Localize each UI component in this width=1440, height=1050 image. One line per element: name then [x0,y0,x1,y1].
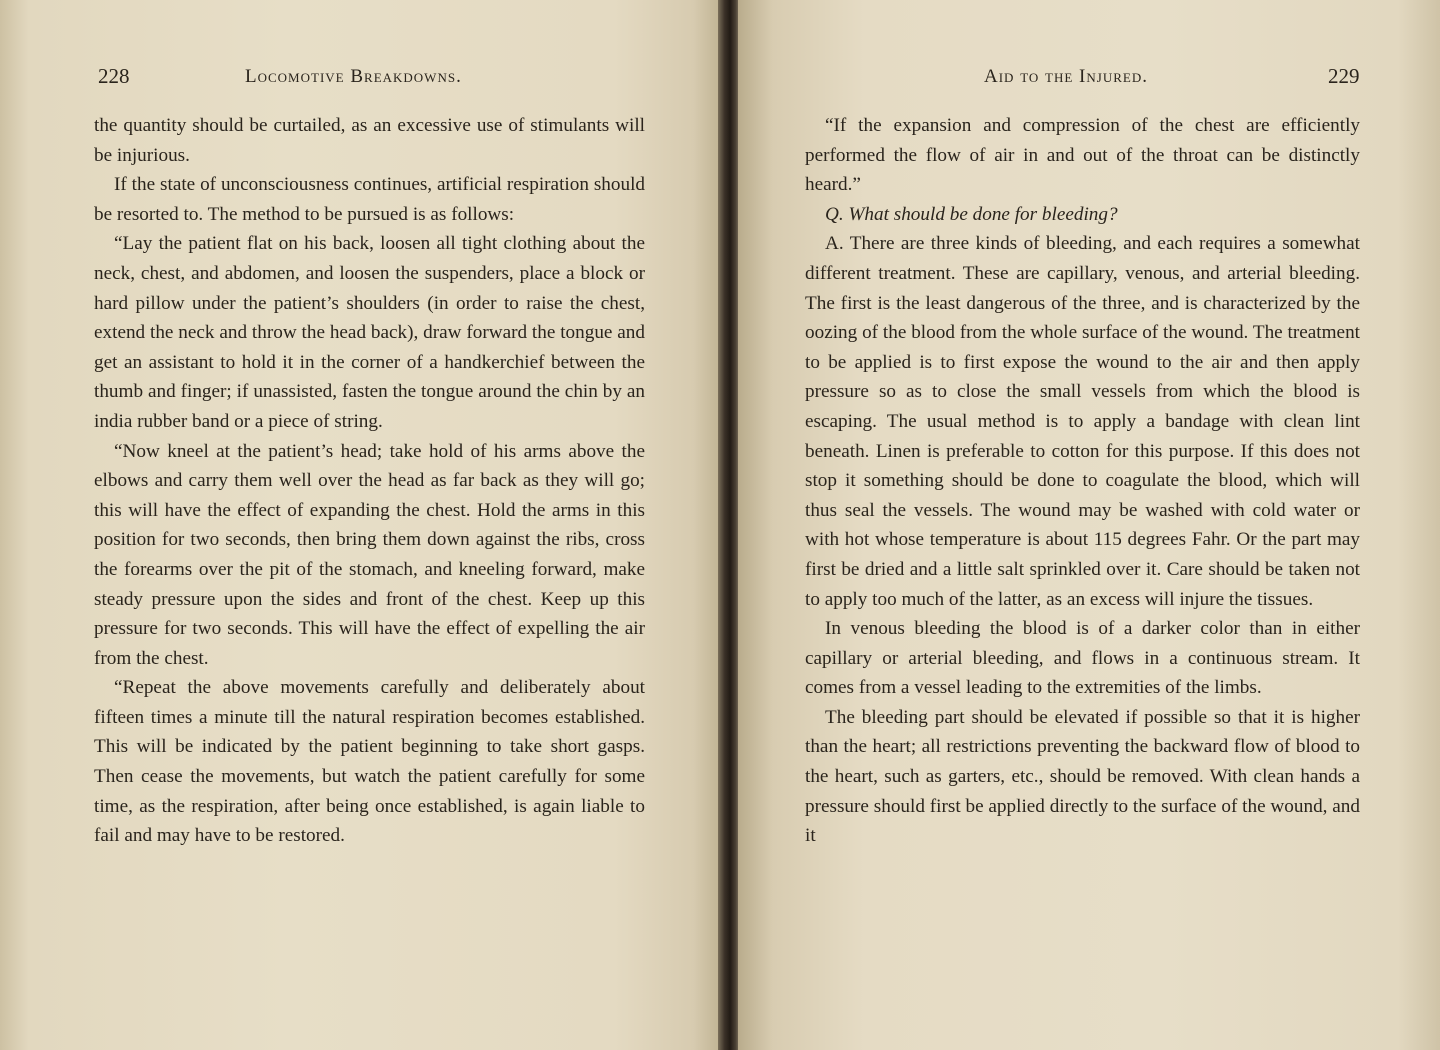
page-number: 228 [98,64,130,88]
book-gutter [718,0,740,1050]
answer-paragraph: A. There are three kinds of bleeding, and each requires a somewhat different treatment. These are capillary, venous, and arterial bleeding. The first is the least dangerous of the three, and is characterized by the oozing of the blood from the whole surface of the wound. The treatment to be applied is to first expose the wound to the air and then apply pressure so as to close the small vessels from which the blood is escaping. The usual method is to apply a bandage with clean lint beneath. Linen is preferable to cotton for this purpose. If this does not stop it something should be done to coagulate the blood, which will thus seal the vessels. The wound may be washed with cold water or with hot whose temperature is about 115 degrees Fahr. Or the part may first be dried and a little salt sprinkled over it. Care should be taken not to apply too much of the latter, as an excess will injure the tissues. [805,233,1360,610]
question-paragraph: Q. What should be done for bleeding? [825,203,1118,225]
right-page [738,0,1440,1050]
paragraph: In venous bleeding the blood is of a darker color than in either capillary or arterial bleeding, and flows in a continuous stream. It comes from a vessel leading to the extremities of the limbs. [805,618,1360,699]
running-head: Locomotive Breakdowns. [245,66,462,87]
page-body [94,111,645,851]
page-number: 229 [1328,64,1360,88]
paragraph: “If the expansion and compression of the chest are efficiently performed the flow of air in and out of the throat can be distinctly heard.” [805,115,1360,196]
running-head: Aid to the Injured. [984,66,1148,87]
paragraph: “Lay the patient flat on his back, loosen all tight clothing about the neck, chest, and abdomen, and loosen the suspenders, place a block or hard pillow under the patient’s shoulders (in order to raise the chest, extend the neck and throw the head back), draw forward the tongue and get an assistant to hold it in the corner of a handkerchief between the thumb and finger; if unassisted, fasten the tongue around the chin by an india rubber band or a piece of string. [94,233,645,432]
paragraph: “Repeat the above movements carefully and deliberately about fifteen times a minute till the natural respiration becomes established. This will be indicated by the patient beginning to take short gasps. Then cease the movements, but watch the patient carefully for some time, as the respiration, after being once established, is again liable to fail and may have to be restored. [94,677,645,847]
paragraph: “Now kneel at the patient’s head; take hold of his arms above the elbows and carry them well over the head as far back as they will go; this will have the effect of expanding the chest. Hold the arms in this position for two seconds, then bring them down against the ribs, cross the forearms over the pit of the stomach, and kneeling forward, make steady pressure upon the sides and front of the chest. Keep up this pressure for two seconds. This will have the effect of expelling the air from the chest. [94,440,645,669]
paragraph: If the state of unconsciousness continues, artificial respiration should be resorted to. The method to be pursued is as follows: [94,174,645,225]
page-body [805,111,1360,851]
paragraph: The bleeding part should be elevated if possible so that it is higher than the heart; all restrictions preventing the backward flow of blood to the heart, such as garters, etc., should be removed. With clean hands a pressure should first be applied directly to the surface of the wound, and it [805,706,1360,847]
paragraph: the quantity should be curtailed, as an excessive use of stimulants will be injurious. [94,115,645,166]
